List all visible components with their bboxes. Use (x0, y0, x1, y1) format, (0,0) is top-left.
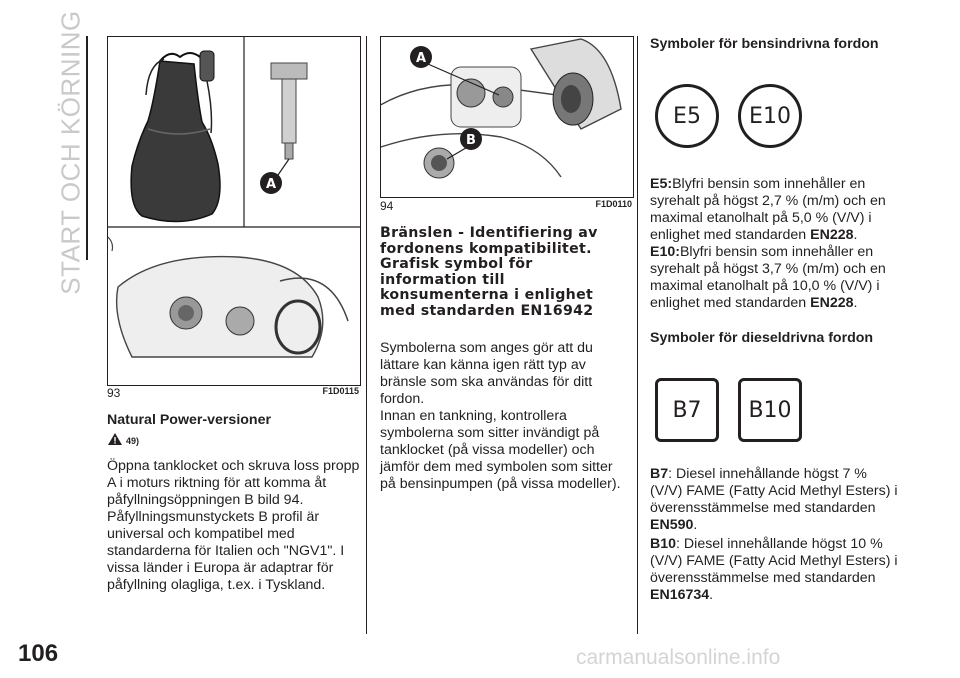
figure-code: F1D0110 (595, 199, 632, 209)
warning-ref: 49) (126, 436, 140, 446)
e10-description (650, 244, 900, 312)
e5-text: Blyfri bensin som innehåller en syrehalt på högst 2,7 % (m/m) och en maximal etanolhalt på 5,0 % (V/V) i enlighet med standarden (650, 176, 886, 243)
b10-description (650, 536, 900, 604)
b10-text: : Diesel innehållande högst 10 % (V/V) FAME (Fatty Acid Methyl Esters) i överensstämmelse med standarden (650, 536, 898, 586)
figure-code: F1D0115 (322, 386, 359, 396)
b7-text: : Diesel innehållande högst 7 % (V/V) FAME (Fatty Acid Methyl Esters) i överensstämmelse med standarden (650, 466, 898, 516)
section-side-tab (54, 9, 88, 295)
period: . (709, 587, 714, 603)
natural-power-heading: Natural Power-versioner (107, 412, 272, 428)
fuel-identification-heading: Bränslen - Identifiering av fordonens kompatibilitet. Grafisk symbol för information till konsumenterna i enlighet med standarden EN16942 (380, 225, 598, 319)
figure-93-caption (107, 386, 359, 400)
fuel-identification-body: Symbolerna som anges gör att du lättare kan känna igen rätt typ av bränsle som ska användas för ditt fordon. Innan en tankning, kontrollera symbolerna som sitter invändigt på tanklocket (på vissa modeller) och jämför dem med symbolen som sitter på bensinpumpen (på vissa modeller). (380, 340, 621, 492)
period: . (693, 517, 698, 533)
figure-number: 94 (380, 199, 394, 213)
fuel-symbol-e5 (655, 84, 719, 148)
fuel-symbol-label: B10 (748, 397, 792, 423)
column-divider (366, 36, 367, 634)
watermark: carmanualsonline.info (576, 646, 781, 669)
figure-93 (107, 36, 361, 386)
period: . (853, 295, 858, 311)
diesel-symbols-heading: Symboler för dieseldrivna fordon (650, 330, 874, 346)
page-number: 106 (18, 640, 59, 667)
e10-term: E10: (650, 244, 680, 260)
b10-standard: EN16734 (650, 587, 710, 603)
period: . (853, 227, 858, 243)
warning-icon (107, 432, 123, 446)
warning-note (107, 432, 139, 446)
e10-text: Blyfri bensin som innehåller en syrehalt på högst 3,7 % (m/m) och en maximal etanolhalt på 10,0 % (V/V) i enlighet med standarden (650, 244, 886, 311)
b10-term: B10 (650, 536, 677, 552)
fuel-symbol-label: E5 (673, 103, 701, 129)
fuel-symbol-e10 (738, 84, 802, 148)
figure-94-illustration (381, 37, 633, 197)
column-divider (637, 36, 638, 634)
label-b: B (466, 133, 476, 148)
e10-standard: EN228 (810, 295, 854, 311)
b7-term: B7 (650, 466, 669, 482)
fuel-symbol-label: B7 (672, 397, 702, 423)
figure-number: 93 (107, 386, 121, 400)
figure-94 (380, 36, 634, 198)
e5-standard: EN228 (810, 227, 854, 243)
e5-term: E5: (650, 176, 673, 192)
fuel-symbol-b7 (655, 378, 719, 442)
b7-standard: EN590 (650, 517, 694, 533)
label-a: A (265, 177, 277, 192)
e5-description (650, 176, 900, 244)
section-title: START OCH KÖRNING (55, 9, 86, 295)
natural-power-body: Öppna tanklocket och skruva loss propp A i moturs riktning för att komma åt påfyllningsöppningen B bild 94. Påfyllningsmunstyckets B profil är universal och kompatibel med standarderna för Italien och "NGV1". I vissa länder i Europa är adaptrar för påfyllning olagliga, t.ex. i Tyskland. (107, 458, 360, 593)
petrol-symbols-heading: Symboler för bensindrivna fordon (650, 36, 879, 52)
fuel-symbol-label: E10 (749, 103, 791, 129)
label-a: A (415, 51, 427, 66)
fuel-symbol-b10 (738, 378, 802, 442)
b7-description (650, 466, 900, 534)
side-divider (86, 36, 88, 260)
figure-93-illustration (108, 37, 360, 385)
figure-94-caption (380, 199, 632, 213)
